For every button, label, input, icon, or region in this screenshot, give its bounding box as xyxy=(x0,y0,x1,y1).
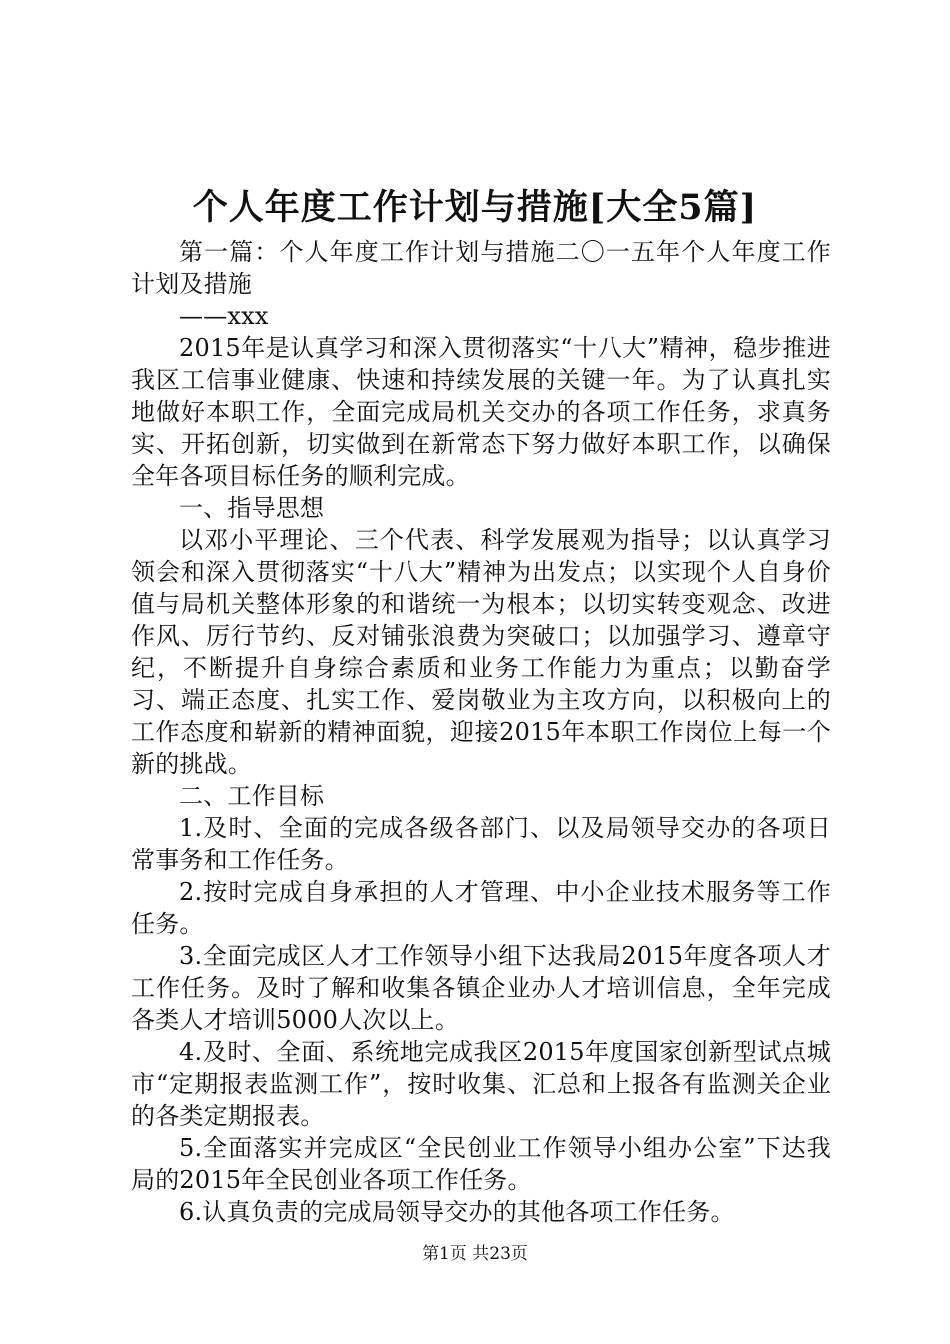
list-item-goal-2: 2.按时完成自身承担的人才管理、中小企业技术服务等工作任务。 xyxy=(131,878,831,938)
list-item-goal-1: 1.及时、全面的完成各级各部门、以及局领导交办的各项日常事务和工作任务。 xyxy=(131,814,831,874)
paragraph-author: ——xxx xyxy=(179,302,269,330)
list-item-goal-6: 6.认真负责的完成局领导交办的其他各项工作任务。 xyxy=(179,1198,735,1226)
list-item-goal-3: 3.全面完成区人才工作领导小组下达我局2015年度各项人才工作任务。及时了解和收集各镇企业办人才培训信息，全年完成各类人才培训5000人次以上。 xyxy=(131,942,831,1034)
document-body xyxy=(131,236,831,1228)
paragraph-chapter-heading: 第一篇：个人年度工作计划与措施二〇一五年个人年度工作计划及措施 xyxy=(131,238,831,298)
list-item-goal-5: 5.全面落实并完成区“全民创业工作领导小组办公室”下达我局的2015年全民创业各项工作任务。 xyxy=(131,1134,831,1194)
document-title: 个人年度工作计划与措施[大全5篇] xyxy=(192,187,758,228)
paragraph-guiding-ideology: 以邓小平理论、三个代表、科学发展观为指导；以认真学习领会和深入贯彻落实“十八大”精神为出发点；以实现个人自身价值与局机关整体形象的和谐统一为根本；以切实转变观念、改进作风、厉行节约、反对铺张浪费为突破口；以加强学习、遵章守纪，不断提升自身综合素质和业务工作能力为重点；以勤奋学习、端正态度、扎实工作、爱岗敬业为主攻方向，以积极向上的工作态度和崭新的精神面貌，迎接2015年本职工作岗位上每一个新的挑战。 xyxy=(131,526,831,778)
section-heading-work-goals: 二、工作目标 xyxy=(179,782,325,810)
page-number-footer: 第1页 共23页 xyxy=(422,1244,528,1264)
paragraph-intro: 2015年是认真学习和深入贯彻落实“十八大”精神，稳步推进我区工信事业健康、快速和持续发展的关键一年。为了认真扎实地做好本职工作，全面完成局机关交办的各项工作任务，求真务实、开拓创新，切实做到在新常态下努力做好本职工作，以确保全年各项目标任务的顺利完成。 xyxy=(131,334,831,490)
list-item-goal-4: 4.及时、全面、系统地完成我区2015年度国家创新型试点城市“定期报表监测工作”，按时收集、汇总和上报各有监测关企业的各类定期报表。 xyxy=(131,1038,831,1130)
section-heading-guiding-ideology: 一、指导思想 xyxy=(179,494,325,522)
